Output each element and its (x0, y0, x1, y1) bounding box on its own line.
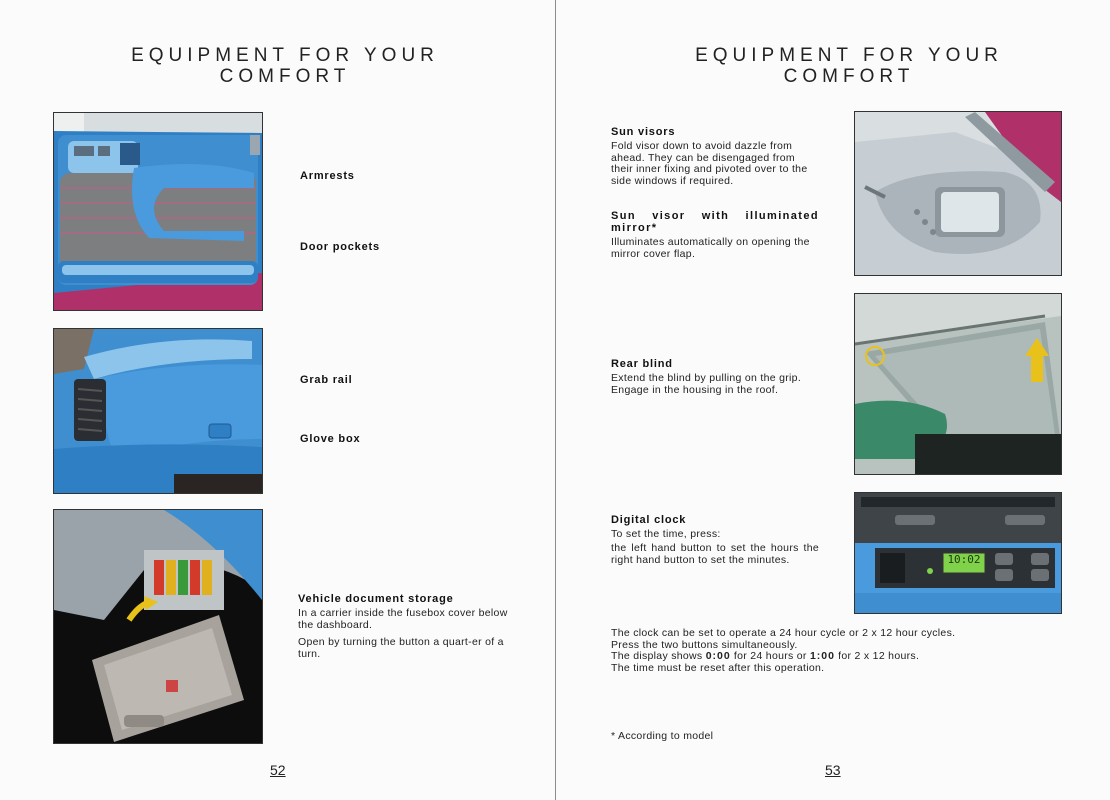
clock-notes-line4: The time must be reset after this operation. (611, 661, 825, 674)
clock-notes-line3-e: for 2 x 12 hours. (834, 650, 920, 662)
digital-clock-heading: Digital clock (611, 514, 687, 526)
left-title-line1: EQUIPMENT FOR YOUR (131, 45, 439, 66)
right-page (556, 0, 1110, 800)
left-page-number: 52 (270, 762, 286, 778)
illuminated-mirror-text: Illuminates automatically on opening the mirror cover flap. (611, 236, 810, 260)
rear-blind-heading: Rear blind (611, 358, 673, 370)
right-page-title (644, 45, 1054, 87)
door-pockets-label: Door pockets (300, 241, 380, 253)
grab-rail-label: Grab rail (300, 374, 353, 386)
left-page-title (90, 45, 480, 87)
clock-12h-display: 1:00 (809, 650, 835, 662)
document-storage-illustration (53, 509, 263, 744)
clock-display: 10:02 (947, 553, 981, 566)
clock-24h-display: 0:00 (705, 650, 731, 662)
clock-notes (611, 628, 1051, 674)
sun-visor-illustration (854, 111, 1062, 276)
glove-box-label: Glove box (300, 433, 361, 445)
clock-notes-line2: Press the two buttons simultaneously. (611, 638, 798, 651)
document-storage-para1: In a carrier inside the fusebox cover below the dashboard. (298, 607, 508, 631)
clock-notes-line3 (611, 651, 1051, 663)
digital-clock-illustration (854, 492, 1062, 614)
sun-visors-text: Fold visor down to avoid dazzle from ahead. They can be disengaged from their inner fixing and pivoted over to the side windows if required. (611, 140, 808, 187)
grab-rail-glove-box-illustration (53, 328, 263, 494)
rear-blind-illustration (854, 293, 1062, 475)
right-title-line2: COMFORT (783, 66, 915, 87)
footnote: * According to model (611, 730, 714, 742)
clock-notes-line3-a: The display shows (611, 650, 706, 662)
rear-blind-text: Extend the blind by pulling on the grip. Engage in the housing in the roof. (611, 372, 802, 396)
digital-clock-line2: the left hand button to set the hours the right hand button to set the minutes. (611, 542, 819, 566)
illuminated-mirror-heading: Sun visor with illuminated mirror* (611, 210, 819, 234)
right-page-number: 53 (825, 762, 841, 778)
document-storage-heading: Vehicle document storage (298, 593, 454, 605)
door-panel-illustration (53, 112, 263, 311)
armrests-label: Armrests (300, 170, 355, 182)
right-title-line1: EQUIPMENT FOR YOUR (695, 45, 1003, 66)
clock-notes-line1: The clock can be set to operate a 24 hour cycle or 2 x 12 hour cycles. (611, 627, 956, 639)
document-storage-para2: Open by turning the button a quart-er of a turn. (298, 636, 504, 660)
digital-clock-line1: To set the time, press: (611, 528, 721, 540)
clock-notes-line3-c: for 24 hours or (730, 650, 810, 662)
sun-visors-heading: Sun visors (611, 126, 676, 138)
left-title-line2: COMFORT (219, 66, 351, 87)
document-storage-text (298, 608, 510, 660)
